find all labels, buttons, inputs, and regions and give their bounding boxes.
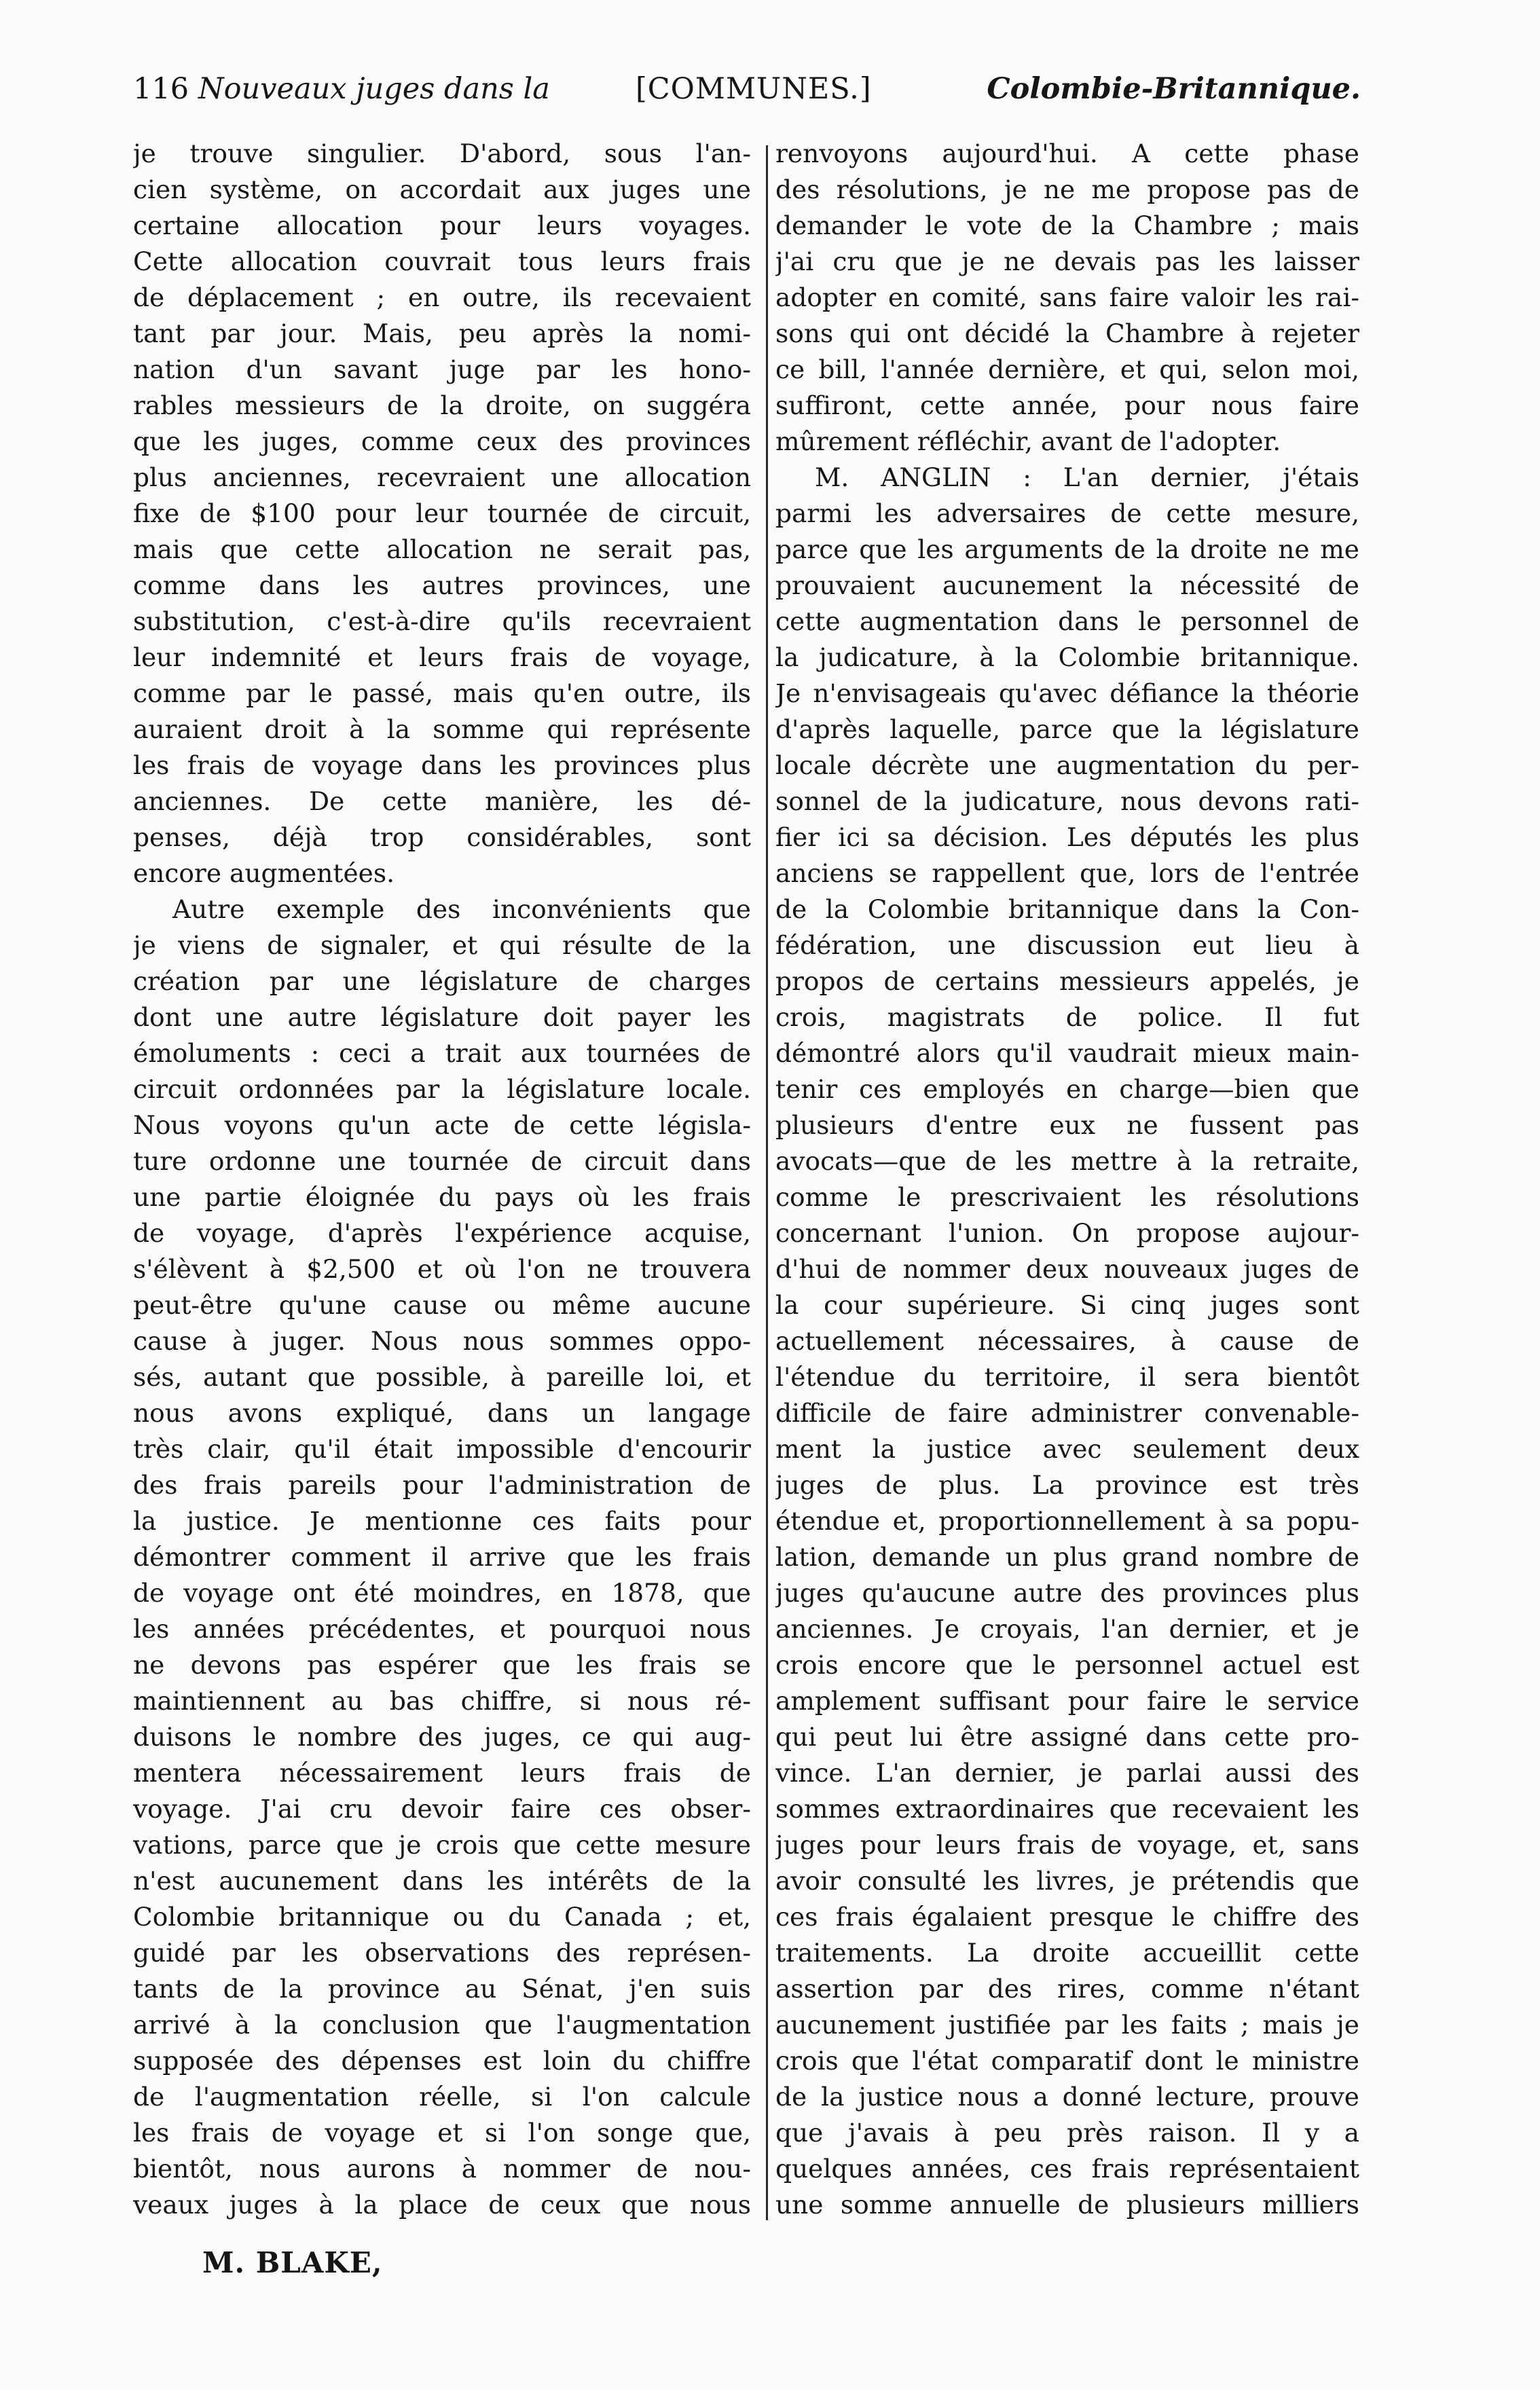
text-line: des résolutions, je ne me propose pas de (775, 174, 1359, 204)
text-line: plus anciennes, recevraient une allocation (133, 462, 751, 492)
text-line: les frais de voyage dans les provinces plus (133, 750, 751, 780)
text-line: que j'avais à peu près raison. Il y a (775, 2118, 1359, 2148)
text-line: anciennes. Je croyais, l'an dernier, et je (775, 1614, 1359, 1644)
text-line: mais que cette allocation ne serait pas, (133, 534, 751, 564)
text-line: étendue et, proportionnellement à sa popu- (775, 1506, 1359, 1536)
right-column (775, 136, 1359, 2223)
text-line: concernant l'union. On propose aujour- (775, 1218, 1359, 1248)
text-line: juges pour leurs frais de voyage, et, sans (775, 1830, 1359, 1860)
text-line: de voyage, d'après l'expérience acquise, (133, 1218, 751, 1248)
text-line: nous avons expliqué, dans un langage (133, 1398, 751, 1428)
text-line: assertion par des rires, comme n'étant (775, 1974, 1359, 2004)
header-title-left: Nouveaux juges dans la (198, 72, 550, 106)
text-line: la cour supérieure. Si cinq juges sont (775, 1290, 1359, 1320)
text-line: de la Colombie britannique dans la Con- (775, 894, 1359, 924)
text-line: s'élèvent à $2,500 et où l'on ne trouvera (133, 1254, 751, 1284)
text-line: certaine allocation pour leurs voyages. (133, 210, 751, 240)
text-line: plusieurs d'entre eux ne fussent pas (775, 1110, 1359, 1140)
text-line: comme le prescrivaient les résolutions (775, 1182, 1359, 1212)
text-line: sons qui ont décidé la Chambre à rejeter (775, 318, 1359, 348)
text-line: sonnel de la judicature, nous devons rati- (775, 786, 1359, 816)
text-line: ture ordonne une tournée de circuit dans (133, 1146, 751, 1176)
text-line: aucunement justifiée par les faits ; mais je (775, 2010, 1359, 2040)
text-line: amplement suffisant pour faire le service (775, 1686, 1359, 1716)
text-line: leur indemnité et leurs frais de voyage, (133, 642, 751, 672)
text-line: ces frais égalaient presque le chiffre des (775, 1902, 1359, 1932)
text-line: crois, magistrats de police. Il fut (775, 1002, 1359, 1032)
text-line: création par une législature de charges (133, 966, 751, 996)
text-line: cette augmentation dans le personnel de (775, 606, 1359, 636)
text-line: anciens se rappellent que, lors de l'entrée (775, 858, 1359, 888)
text-line: propos de certains messieurs appelés, je (775, 966, 1359, 996)
text-line: une somme annuelle de plusieurs milliers (775, 2190, 1359, 2220)
text-line: ce bill, l'année dernière, et qui, selon moi, (775, 354, 1359, 384)
text-line: fédération, une discussion eut lieu à (775, 930, 1359, 960)
text-line: les frais de voyage et si l'on songe que, (133, 2118, 751, 2148)
text-line: mûrement réfléchir, avant de l'adopter. (775, 426, 1281, 456)
text-line: démontrer comment il arrive que les frais (133, 1542, 751, 1572)
text-line: duisons le nombre des juges, ce qui aug- (133, 1722, 751, 1752)
left-column (133, 136, 751, 2223)
text-line: Cette allocation couvrait tous leurs frais (133, 246, 751, 276)
text-line: des frais pareils pour l'administration de (133, 1470, 751, 1500)
text-line: encore augmentées. (133, 858, 395, 888)
text-line: locale décrète une augmentation du per- (775, 750, 1359, 780)
text-line: crois encore que le personnel actuel est (775, 1650, 1359, 1680)
text-line: je viens de signaler, et qui résulte de la (133, 930, 751, 960)
text-line: difficile de faire administrer convenable- (775, 1398, 1359, 1428)
text-line: cien système, on accordait aux juges une (133, 174, 751, 204)
text-line: fixe de $100 pour leur tournée de circuit, (133, 498, 751, 528)
text-line: juges qu'aucune autre des provinces plus (775, 1578, 1359, 1608)
text-line: suffiront, cette année, pour nous faire (775, 390, 1359, 420)
text-line: vations, parce que je crois que cette mesure (133, 1830, 751, 1860)
text-line: de déplacement ; en outre, ils recevaient (133, 282, 751, 312)
text-line: comme dans les autres provinces, une (133, 570, 751, 600)
text-line: maintiennent au bas chiffre, si nous ré- (133, 1686, 751, 1716)
text-line: circuit ordonnées par la législature locale. (133, 1074, 751, 1104)
column-divider (766, 145, 768, 2220)
text-line: comme par le passé, mais qu'en outre, ils (133, 678, 751, 708)
text-line: la justice. Je mentionne ces faits pour (133, 1506, 751, 1536)
text-line: je trouve singulier. D'abord, sous l'an- (133, 139, 751, 168)
text-line: la judicature, à la Colombie britannique. (775, 642, 1359, 672)
text-line: penses, déjà trop considérables, sont (133, 822, 751, 852)
text-line: voyage. J'ai cru devoir faire ces obser- (133, 1794, 751, 1824)
text-line: de voyage ont été moindres, en 1878, que (133, 1578, 751, 1608)
text-line: mentera nécessairement leurs frais de (133, 1758, 751, 1788)
text-line: traitements. La droite accueillit cette (775, 1938, 1359, 1968)
text-line: n'est aucunement dans les intérêts de la (133, 1866, 751, 1896)
text-line: fier ici sa décision. Les députés les plus (775, 822, 1359, 852)
text-line: une partie éloignée du pays où les frais (133, 1182, 751, 1212)
text-line: lation, demande un plus grand nombre de (775, 1542, 1359, 1572)
text-line: parmi les adversaires de cette mesure, (775, 498, 1359, 528)
text-line: Nous voyons qu'un acte de cette législa- (133, 1110, 751, 1140)
text-line: ne devons pas espérer que les frais se (133, 1650, 751, 1680)
header-title-right: Colombie-Britannique. (987, 72, 1361, 106)
text-line: ment la justice avec seulement deux (775, 1434, 1359, 1464)
text-line: avocats—que de les mettre à la retraite, (775, 1146, 1359, 1176)
text-line: rables messieurs de la droite, on suggéra (133, 390, 751, 420)
text-line: tant par jour. Mais, peu après la nomi- (133, 318, 751, 348)
text-line: guidé par les observations des représen- (133, 1938, 751, 1968)
text-line: peut-être qu'une cause ou même aucune (133, 1290, 751, 1320)
text-line: parce que les arguments de la droite ne me (775, 534, 1359, 564)
text-line: les années précédentes, et pourquoi nous (133, 1614, 751, 1644)
page-number: 116 (133, 72, 189, 106)
text-line: tants de la province au Sénat, j'en suis (133, 1974, 751, 2004)
text-line: juges de plus. La province est très (775, 1470, 1359, 1500)
text-line: Autre exemple des inconvénients que (172, 894, 751, 924)
text-line: j'ai cru que je ne devais pas les laisser (775, 246, 1359, 276)
text-line: de la justice nous a donné lecture, prouve (775, 2082, 1359, 2112)
text-line: auraient droit à la somme qui représente (133, 714, 751, 744)
text-line: que les juges, comme ceux des provinces (133, 426, 751, 456)
text-line: Je n'envisageais qu'avec défiance la théorie (775, 678, 1359, 708)
header-section: [COMMUNES.] (636, 72, 872, 106)
running-header (133, 65, 1361, 113)
text-line: adopter en comité, sans faire valoir les rai- (775, 282, 1359, 312)
text-line: anciennes. De cette manière, les dé- (133, 786, 751, 816)
text-line: veaux juges à la place de ceux que nous (133, 2190, 751, 2220)
text-line: Colombie britannique ou du Canada ; et, (133, 1902, 751, 1932)
text-line: bientôt, nous aurons à nommer de nou- (133, 2154, 751, 2184)
text-line: sommes extraordinaires que recevaient les (775, 1794, 1359, 1824)
text-line: tenir ces employés en charge—bien que (775, 1074, 1359, 1104)
text-line: demander le vote de la Chambre ; mais (775, 210, 1359, 240)
text-line: avoir consulté les livres, je prétendis que (775, 1866, 1359, 1896)
text-line: émoluments : ceci a trait aux tournées de (133, 1038, 751, 1068)
text-line: prouvaient aucunement la nécessité de (775, 570, 1359, 600)
text-line: qui peut lui être assigné dans cette pro- (775, 1722, 1359, 1752)
text-line: vince. L'an dernier, je parlai aussi des (775, 1758, 1359, 1788)
text-line: arrivé à la conclusion que l'augmentation (133, 2010, 751, 2040)
text-line: crois que l'état comparatif dont le ministre (775, 2046, 1359, 2076)
text-line: supposée des dépenses est loin du chiffre (133, 2046, 751, 2076)
catchword: M. BLAKE, (202, 2246, 383, 2279)
text-line: très clair, qu'il était impossible d'encourir (133, 1434, 751, 1464)
text-line: d'après laquelle, parce que la législature (775, 714, 1359, 744)
text-line: cause à juger. Nous nous sommes oppo- (133, 1326, 751, 1356)
text-line: sés, autant que possible, à pareille loi, et (133, 1362, 751, 1392)
text-line: substitution, c'est-à-dire qu'ils recevraient (133, 606, 751, 636)
text-line: quelques années, ces frais représentaient (775, 2154, 1359, 2184)
text-line: nation d'un savant juge par les hono- (133, 354, 751, 384)
text-line: d'hui de nommer deux nouveaux juges de (775, 1254, 1359, 1284)
text-line: renvoyons aujourd'hui. A cette phase (775, 139, 1359, 168)
text-line: M. ANGLIN : L'an dernier, j'étais (815, 462, 1359, 492)
text-line: dont une autre législature doit payer les (133, 1002, 751, 1032)
text-line: l'étendue du territoire, il sera bientôt (775, 1362, 1359, 1392)
text-line: actuellement nécessaires, à cause de (775, 1326, 1359, 1356)
text-line: de l'augmentation réelle, si l'on calcule (133, 2082, 751, 2112)
text-line: démontré alors qu'il vaudrait mieux main- (775, 1038, 1359, 1068)
